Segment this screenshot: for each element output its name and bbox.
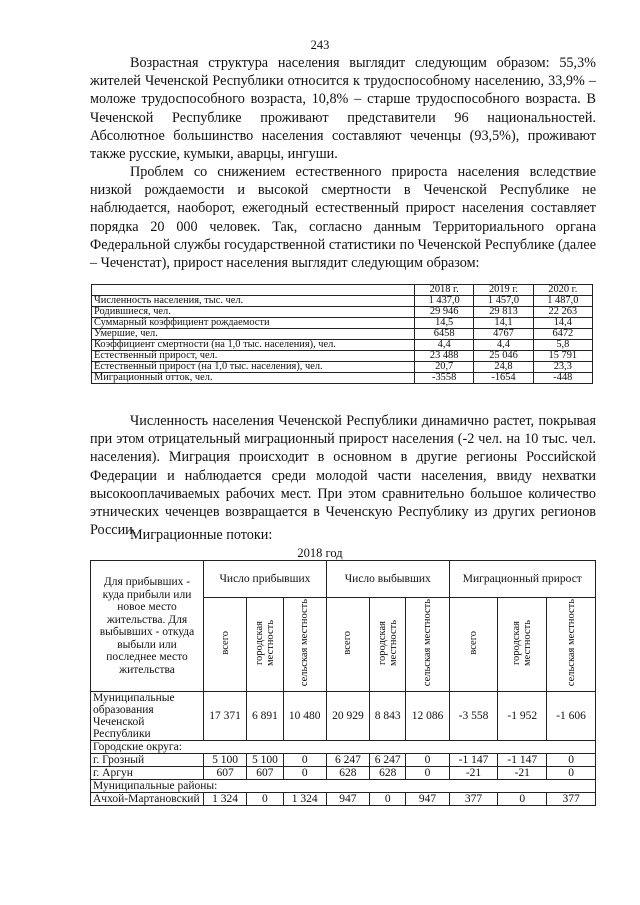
migration-cell: 20 929 bbox=[326, 692, 369, 741]
migration-data-row bbox=[91, 767, 596, 780]
migration-cell: 628 bbox=[326, 767, 369, 780]
migration-row-header: Для прибывших - куда прибыли или новое место жительства. Для выбывших - откуда выбыли или последнее место жительства bbox=[91, 561, 204, 692]
migration-cell: 0 bbox=[370, 793, 406, 806]
stats-cell: 4767 bbox=[474, 329, 533, 340]
migration-cell: 377 bbox=[547, 793, 596, 806]
stats-row-label: Родившиеся, чел. bbox=[92, 307, 415, 318]
page-number: 243 bbox=[310, 38, 330, 52]
stats-cell: -3558 bbox=[415, 373, 474, 384]
paragraph-population-growth: Численность населения Чеченской Республики динамично растет, покрывая при этом отрицательный миграционный прирост населения (-2 чел. на 10 тыс. чел. населения). Миграция происходит в основном в другие регионы Российской Федерации и наблюдается среди молодой части населения, ввиду нехватки высокооплачиваемых рабочих мест. При этом сравнительно большое количество этнических чеченцев возвращается в Чеченскую Республику из других регионов России. bbox=[90, 413, 596, 539]
paragraph-migration-flows: Миграционные потоки: bbox=[130, 527, 273, 543]
migration-cell: -3 558 bbox=[449, 692, 498, 741]
migration-subheader-text: сельская местность bbox=[565, 599, 577, 687]
paragraph-age-structure: Возрастная структура населения выглядит следующим образом: 55,3% жителей Чеченской Республики относится к трудоспособному населению, 33,9% – моложе трудоспособного возраста, 10,8% – старше трудоспособного возраста. В Чеченской Республике проживают представители 96 национальностей. Абсолютное большинство населения составляют чеченцы (93,5%), проживают также русские, кумыки, аварцы, ингуши. bbox=[90, 55, 596, 163]
migration-table bbox=[90, 560, 596, 806]
migration-group-header: Число прибывших bbox=[204, 561, 327, 598]
migration-group-header: Число выбывших bbox=[326, 561, 449, 598]
migration-cell: 10 480 bbox=[283, 692, 326, 741]
migration-cell: -1 147 bbox=[449, 754, 498, 767]
stats-row-label: Естественный прирост, чел. bbox=[92, 351, 415, 362]
migration-subheader bbox=[247, 598, 283, 692]
stats-row bbox=[92, 307, 593, 318]
stats-row bbox=[92, 351, 593, 362]
migration-year-caption: 2018 год bbox=[297, 546, 343, 560]
migration-cell: 1 324 bbox=[283, 793, 326, 806]
stats-year-header: 2020 г. bbox=[533, 285, 592, 296]
migration-subheader-text: сельская местность bbox=[299, 599, 311, 687]
stats-row bbox=[92, 296, 593, 307]
migration-cell: 5 100 bbox=[247, 754, 283, 767]
migration-cell: 0 bbox=[283, 767, 326, 780]
migration-data-row bbox=[91, 754, 596, 767]
migration-subheader bbox=[326, 598, 369, 692]
stats-cell: 29 813 bbox=[474, 307, 533, 318]
migration-subheader bbox=[204, 598, 247, 692]
migration-row-label: Муниципальные образования Чеченской Республики bbox=[91, 692, 204, 741]
stats-row bbox=[92, 318, 593, 329]
migration-cell: 0 bbox=[547, 754, 596, 767]
migration-cell: 947 bbox=[406, 793, 449, 806]
migration-subheader bbox=[370, 598, 406, 692]
migration-cell: -21 bbox=[449, 767, 498, 780]
stats-cell: 23,3 bbox=[533, 362, 592, 373]
stats-year-header: 2019 г. bbox=[474, 285, 533, 296]
migration-subheader-text: всего bbox=[219, 631, 231, 655]
migration-row-label: Ачхой-Мартановский bbox=[91, 793, 204, 806]
migration-row-label: г. Аргун bbox=[91, 767, 204, 780]
stats-cell: 20,7 bbox=[415, 362, 474, 373]
migration-cell: -1 606 bbox=[547, 692, 596, 741]
stats-row-label: Коэффициент смертности (на 1,0 тыс. населения), чел. bbox=[92, 340, 415, 351]
migration-section-row bbox=[91, 780, 596, 793]
stats-cell: 14,1 bbox=[474, 318, 533, 329]
migration-subheader-text: всего bbox=[468, 631, 479, 655]
stats-cell: 14,4 bbox=[533, 318, 592, 329]
migration-cell: -21 bbox=[498, 767, 547, 780]
migration-cell: 1 324 bbox=[204, 793, 247, 806]
migration-group-row bbox=[91, 561, 596, 598]
migration-subheader bbox=[498, 598, 547, 692]
migration-row-label: г. Грозный bbox=[91, 754, 204, 767]
stats-cell: 15 791 bbox=[533, 351, 592, 362]
stats-cell: 6458 bbox=[415, 329, 474, 340]
migration-cell: 0 bbox=[406, 754, 449, 767]
migration-cell: 0 bbox=[283, 754, 326, 767]
migration-subheader-text: всего bbox=[342, 631, 354, 655]
stats-cell: 24,8 bbox=[474, 362, 533, 373]
stats-cell: -448 bbox=[533, 373, 592, 384]
migration-subheader-text: городская местность bbox=[376, 620, 399, 666]
stats-row-label: Численность населения, тыс. чел. bbox=[92, 296, 415, 307]
stats-row bbox=[92, 329, 593, 340]
stats-cell: 1 457,0 bbox=[474, 296, 533, 307]
migration-cell: 628 bbox=[370, 767, 406, 780]
migration-cell: 8 843 bbox=[370, 692, 406, 741]
migration-subheader-text: городская местность bbox=[253, 620, 276, 666]
migration-cell: 947 bbox=[326, 793, 369, 806]
migration-cell: 6 247 bbox=[326, 754, 369, 767]
stats-row bbox=[92, 373, 593, 384]
migration-data-row bbox=[91, 692, 596, 741]
migration-subheader bbox=[283, 598, 326, 692]
migration-group-header: Миграционный прирост bbox=[449, 561, 595, 598]
stats-cell: 23 488 bbox=[415, 351, 474, 362]
stats-header-row bbox=[92, 285, 593, 296]
migration-cell: 0 bbox=[547, 767, 596, 780]
stats-cell: 6472 bbox=[533, 329, 592, 340]
migration-cell: 0 bbox=[498, 793, 547, 806]
stats-cell: 1 487,0 bbox=[533, 296, 592, 307]
stats-row-label: Миграционный отток, чел. bbox=[92, 373, 415, 384]
stats-row-label: Естественный прирост (на 1,0 тыс. населения), чел. bbox=[92, 362, 415, 373]
migration-cell: 0 bbox=[406, 767, 449, 780]
migration-cell: 607 bbox=[204, 767, 247, 780]
migration-subheader bbox=[406, 598, 449, 692]
stats-row-label: Умершие, чел. bbox=[92, 329, 415, 340]
migration-cell: 0 bbox=[247, 793, 283, 806]
paragraph-natural-growth: Проблем со снижением естественного прироста населения вследствие низкой рождаемости и высокой смертности в Чеченской Республике не наблюдается, наоборот, ежегодный естественный прирост населения составляет порядка 20 000 человек. Так, согласно данным Территориального органа Федеральной службы государственной статистики по Чеченской Республике (далее – Чеченстат), прирост населения выглядит следующим образом: bbox=[90, 164, 596, 272]
stats-cell: 14,5 bbox=[415, 318, 474, 329]
migration-section-label: Муниципальные районы: bbox=[91, 780, 596, 793]
migration-cell: 377 bbox=[449, 793, 498, 806]
migration-cell: 5 100 bbox=[204, 754, 247, 767]
migration-cell: -1 952 bbox=[498, 692, 547, 741]
stats-cell: 22 263 bbox=[533, 307, 592, 318]
migration-data-row bbox=[91, 793, 596, 806]
stats-cell: -1654 bbox=[474, 373, 533, 384]
migration-cell: -1 147 bbox=[498, 754, 547, 767]
stats-row-label: Суммарный коэффициент рождаемости bbox=[92, 318, 415, 329]
migration-section-row bbox=[91, 741, 596, 754]
stats-cell: 1 437,0 bbox=[415, 296, 474, 307]
stats-row bbox=[92, 362, 593, 373]
stats-cell: 5,8 bbox=[533, 340, 592, 351]
migration-section-label: Городские округа: bbox=[91, 741, 596, 754]
stats-header-corner bbox=[92, 285, 415, 296]
stats-cell: 29 946 bbox=[415, 307, 474, 318]
stats-year-header: 2018 г. bbox=[415, 285, 474, 296]
stats-cell: 4,4 bbox=[415, 340, 474, 351]
migration-cell: 12 086 bbox=[406, 692, 449, 741]
migration-subheader-text: городская местность bbox=[511, 620, 534, 666]
stats-cell: 4,4 bbox=[474, 340, 533, 351]
migration-subheader bbox=[547, 598, 596, 692]
migration-subheader-text: сельская местность bbox=[422, 599, 434, 687]
stats-row bbox=[92, 340, 593, 351]
migration-subheader bbox=[449, 598, 498, 692]
migration-cell: 6 247 bbox=[370, 754, 406, 767]
stats-cell: 25 046 bbox=[474, 351, 533, 362]
migration-cell: 607 bbox=[247, 767, 283, 780]
migration-cell: 17 371 bbox=[204, 692, 247, 741]
migration-cell: 6 891 bbox=[247, 692, 283, 741]
population-stats-table bbox=[91, 284, 593, 384]
